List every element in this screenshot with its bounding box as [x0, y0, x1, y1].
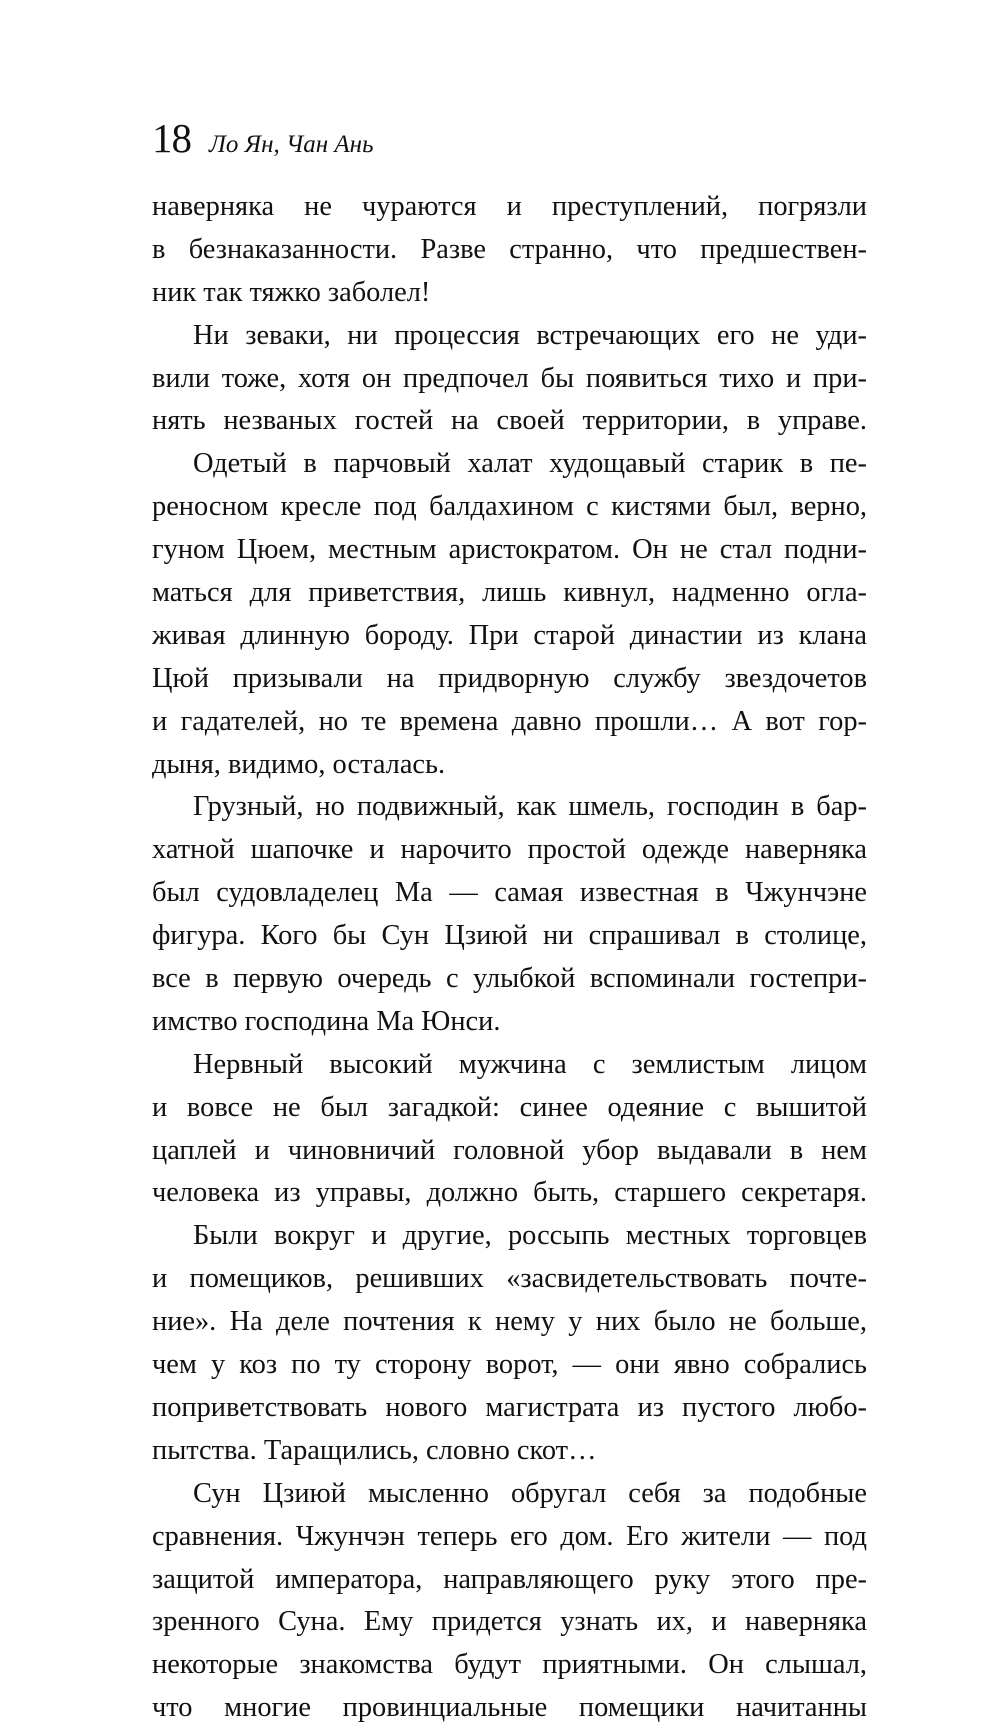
text-line: сравнения. Чжунчэн теперь его дом. Его жители — под — [152, 1520, 867, 1552]
text-line: защитой императора, направляющего руку этого пре- — [152, 1563, 867, 1595]
text-line: Ни зеваки, ни процессия встречающих его не уди- — [193, 319, 867, 351]
text-line: Цюй призывали на придворную службу звездочетов — [152, 662, 867, 694]
text-line: имство господина Ма Юнси. — [152, 1005, 501, 1037]
text-line: был судовладелец Ма — самая известная в Чжунчэне — [152, 877, 867, 909]
running-head — [152, 115, 872, 168]
text-line: некоторые знакомства будут приятными. Он слышал, — [152, 1649, 867, 1681]
text-line: поприветствовать нового магистрата из пустого любо- — [152, 1391, 867, 1423]
text-line: и помещиков, решивших «засвидетельствовать почте- — [152, 1263, 867, 1295]
text-line: и гадателей, но те времена давно прошли… А вот гор- — [152, 705, 867, 737]
text-line: наверняка не чураются и преступлений, погрязли — [152, 191, 867, 222]
text-line: гуном Цюем, местным аристократом. Он не стал подни- — [152, 534, 867, 566]
page-number: 18 — [152, 115, 191, 161]
text-line: цаплей и чиновничий головной убор выдавали в нем — [152, 1134, 867, 1166]
text-line: хатной шапочке и нарочито простой одежде наверняка — [152, 834, 867, 866]
text-line: человека из управы, должно быть, старшего секретаря. — [152, 1177, 867, 1209]
text-line: зренного Суна. Ему придется узнать их, и наверняка — [152, 1606, 867, 1638]
text-line: Грузный, но подвижный, как шмель, господин в бар- — [193, 791, 867, 823]
text-line: живая длинную бороду. При старой династии из клана — [152, 619, 867, 651]
text-line: все в первую очередь с улыбкой вспоминали гостепри- — [152, 963, 867, 995]
text-line: и вовсе не был загадкой: синее одеяние с вышитой — [152, 1091, 867, 1123]
text-line: что многие провинциальные помещики начитанны — [152, 1692, 867, 1724]
text-line: Были вокруг и другие, россыпь местных торговцев — [193, 1220, 867, 1252]
text-line: дыня, видимо, осталась. — [152, 748, 446, 780]
text-line: фигура. Кого бы Сун Цзиюй ни спрашивал в столице, — [152, 920, 867, 952]
text-line: пытства. Таращились, словно скот… — [152, 1434, 597, 1466]
text-line: вили тоже, хотя он предпочел бы появиться тихо и при- — [152, 362, 867, 394]
running-head-authors: Ло Ян, Чан Ань — [209, 131, 374, 158]
text-line: нять незваных гостей на своей территории, в управе. — [152, 405, 867, 437]
text-line: маться для приветствия, лишь кивнул, надменно огла- — [152, 577, 867, 609]
text-line: ние». На деле почтения к нему у них было не больше, — [152, 1306, 867, 1338]
body-text — [152, 186, 867, 1730]
text-line: чем у коз по ту сторону ворот, — они явно собрались — [152, 1349, 867, 1381]
text-line: ник так тяжко заболел! — [152, 276, 431, 308]
text-line: в безнаказанности. Разве странно, что предшествен- — [152, 233, 867, 265]
text-line: Одетый в парчовый халат худощавый старик в пе- — [193, 448, 867, 480]
text-line: Нервный высокий мужчина с землистым лицом — [193, 1048, 867, 1080]
text-line: реносном кресле под балдахином с кистями был, верно, — [152, 491, 867, 523]
text-line: Сун Цзиюй мысленно обругал себя за подобные — [193, 1477, 867, 1509]
